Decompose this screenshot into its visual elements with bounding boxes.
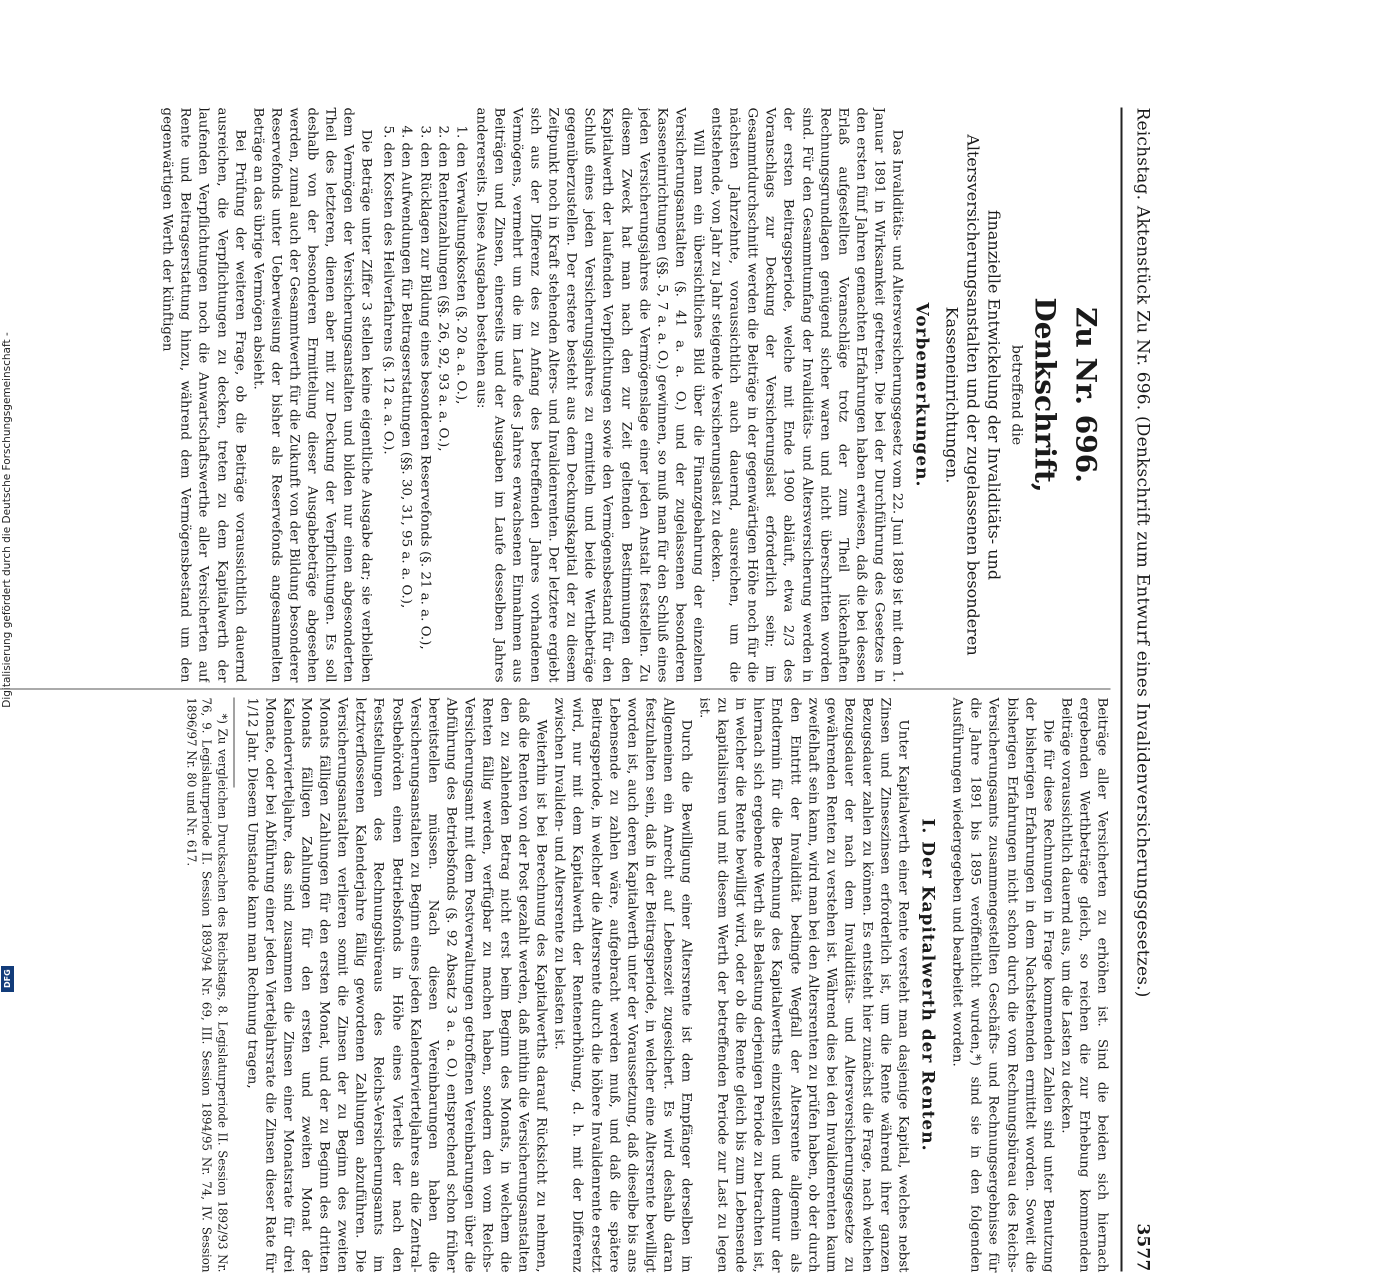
document-title: finanzielle Entwickelung der Invaliditäts- und Altersversicherungsanstalten und der zugelassenen besonderen Kasseneinrichtungen. <box>942 134 1004 656</box>
running-head <box>1125 108 1153 1272</box>
document-number: Zu Nr. 696. <box>1069 306 1103 483</box>
list-item: 4. den Aufwendungen für Beitragserstattungen (§§. 30, 31, 95 a. a. O.), <box>398 125 414 609</box>
section-heading-kapitalwerth: I. Der Kapitalwerth der Renten. <box>917 818 938 1152</box>
expense-list <box>379 126 469 683</box>
paragraph: Durch die Bewilligung einer Altersrente ist dem Empfänger derselben im Allgemeinen ein Anrecht auf Lebenszeit zugesichert. Es wird deshalb daran festzuhalten sein, daß in der Beitragsperiode, in welcher eine Altersrente bewilligt worden ist, auch deren Kapitalwerth unter der Voraussetzung, daß dieselbe bis ans Lebensende zu zahlen wäre, aufgebracht werden muß, und daß die spätere Beitragsperiode, in welcher die Altersrente durch die höhere Invalidenrente ersetzt wird, nur mit dem Kapitalwerth der Rentenerhöhung, d. h. mit der Differenz zwischen Invaliden- und Altersrente zu belasten ist. <box>551 697 694 1273</box>
list-item: 3. den Rücklagen zur Bildung eines besonderen Reservefonds (§. 21 a. a. O.), <box>417 125 433 650</box>
list-item: 2. den Rentenzahlungen (§§. 26, 92, 93 a. a. O.), <box>435 125 451 452</box>
footnote: *) Zu vergleichen Drucksachen des Reichstags, 8. Legislaturperiode II. Session 1892/93 Nr. 76, 9. Legislaturperiode II. Session 1893/94 Nr. 69, III. Session 1894/95 Nr. 74, IV. Session 1896/97 Nr. 80 und Nr. 617. <box>184 697 230 1273</box>
list-item: 1. den Verwaltungskosten (§. 20 a. a. O.), <box>453 125 469 405</box>
footnote-separator <box>233 698 234 788</box>
column-divider <box>0 689 1111 690</box>
subtitle: betreffend die <box>1008 344 1025 446</box>
paragraph: Weiterhin ist bei Berechnung des Kapitalwerths darauf Rücksicht zu nehmen, daß die Renten von der Post gezahlt werden, daß mithin die Versicherungsanstalten den zu zahlenden Betrag nicht erst beim Beginn des Monats, in welchem die Renten fällig werden, verfügbar zu machen haben, sondern den vom Reichs-Versicherungsamt mit dem Postverwaltungen getroffenen Vereinbarungen über die Abführung des Betriebsfonds (§. 92 Absatz 3 a. a. O.) entsprechend schon früher bereitstellen müssen. Nach diesen Vereinbarungen haben die Versicherungsanstalten zu Beginn eines jeden Kalendervierteljahres an die Zentral-Postbehörden einen Betriebsfonds in Höhe eines Viertels der nach den Feststellungen des Rechnungsbüreaus des Reichs-Versicherungsamts im letztverflossenen Kalenderjahre fällig gewordenen Zahlungen abzuführen. Die Versicherungsanstalten verlieren somit die Zinsen der zu Beginn des zweiten Monats fälligen Zahlungen für den ersten Monat, und der zu Beginn des dritten Monats fälligen Zahlungen für den ersten und zweiten Monat der Kalendervierteljahre, das sind zusammen die Zinsen einer Monatsrate für drei Monate, oder bei Abführung einer jeden Vierteljahrsrate die Zinsen dieser Rate für 1/12 Jahr. Diesem Umstande kann man Rechnung tragen, <box>244 697 549 1273</box>
list-item: 5. den Kosten des Heilverfahrens (§. 12 a. a. O.). <box>380 125 396 455</box>
paragraph: Die für diese Rechnungen in Frage kommenden Zahlen sind unter Benutzung der bisherigen Erfahrungen in dem Nachstehenden ermittelt worden. Soweit die bisherigen Erfahrungen nicht schon durch die vom Rechnungsbüreau des Reichs-Versicherungsamts zusammengestellten Geschäfts- und Rechnungsergebnisse für die Jahre 1891 bis 1895 veröffentlicht wurden,*) sind sie in den folgenden Ausführungen wiedergegeben und bearbeitet worden. <box>949 697 1056 1273</box>
right-column <box>0 698 1111 1273</box>
paragraph: Bei Prüfung der weiteren Frage, ob die Beiträge voraussichtlich dauernd ausreichen, die Verpflichtungen zu decken, treten zu dem Kapitalwerth der laufenden Verpflichtungen noch die Anwartschaftswerthe aller Versicherten auf Rente und Beitragserstattung hinzu, während dem Vermögensbestand um den gegenwärtigen Werth der künftigen <box>159 107 248 683</box>
paragraph: Die Beträge unter Ziffer 3 stellen keine eigentliche Ausgabe dar; sie verbleiben dem Vermögen der Versicherungsanstalten und bilden nur einen abgesonderten Theil des letzteren, dienen aber mit zur Deckung der Verpflichtungen. Es soll deshalb von der besonderen Ermittelung dieser Ausgabebeträge abgesehen werden, zumal auch der Gesammtwerth für die Zukunft von der Bildung besonderer Reservefonds unter Ueberweisung der bisher als Reservefonds angesammelten Beträge an das übrige Vermögen absieht. <box>250 107 374 683</box>
dfg-logo-icon: DFG <box>1 966 14 992</box>
document-type: Denkschrift, <box>1028 297 1062 493</box>
section-heading-vorbemerkungen: Vorbemerkungen. <box>911 302 932 488</box>
funding-credit: Digitalisierung gefördert durch die Deutsche Forschungsgemeinschaft - <box>1 332 13 708</box>
header-rule <box>1121 108 1123 1272</box>
scanned-page <box>0 20 1273 1273</box>
paragraph: Das Invaliditäts- und Altersversicherungsgesetz vom 22. Juni 1889 ist mit dem 1. Januar 1891 in Wirksamkeit getreten. Die bei der Durchführung des Gesetzes in den ersten fünf Jahren gemachten Erfahrungen haben erwiesen, daß die bei dessen Erlaß aufgestellten Voranschläge trotz der zum Theil lückenhaften Rechnungsgrundlagen genügend sicher waren und nicht überschritten worden sind. Für den Gesammtumfang der Invaliditäts- und Altersversicherung werden in der ersten Beitragsperiode, welche mit Ende 1900 abläuft, etwa 2/3 des Voranschlags zur Deckung der Versicherungslast erforderlich sein; im Gesammtdurchschnitt werden die Beiträge in der gegenwärtigen Höhe noch für die nächsten Jahrzehnte, voraussichtlich auch dauernd, ausreichen, um die entstehende, von Jahr zu Jahr steigende Versicherungslast zu decken. <box>708 107 905 683</box>
running-head-text: Reichstag. Aktenstück Zu Nr. 696. (Denkschrift zum Entwurf eines Invalidenversicherungsgesetzes.) <box>1132 107 1153 998</box>
page-number: 3577 <box>1132 1223 1153 1272</box>
paragraph: Will man ein übersichtliches Bild über die Finanzgebahrung der einzelnen Versicherungsanstalten (§. 41 a. a. O.) und der zugelassenen besonderen Kasseneinrichtungen (§§. 5, 7 a. a. O.) gewinnen, so muß man für den Schluß eines jeden Versicherungsjahres die Vermögenslage einer jeden Anstalt feststellen. Zu diesem Zweck hat man nach den zur Zeit geltenden Bestimmungen den Kapitalwerth der laufenden Verpflichtungen sowie den Vermögensbestand für den Schluß eines jeden Versicherungsjahres zu ermitteln und beide Werthbeträge gegenüberzustellen. Der erstere besteht aus dem Deckungskapital der zu diesem Zeitpunkt noch in Kraft stehenden Alters- und Invalidenrenten. Der letztere ergiebt sich aus der Differenz des zu Anfang des betreffenden Jahres vorhandenen Vermögens, vermehrt um die im Laufe des Jahres erwachsenen Einnahmen aus Beiträgen und Zinsen, einerseits und der Ausgaben im Laufe desselben Jahres andererseits. Diese Ausgaben bestehen aus: <box>473 107 706 683</box>
paragraph: Unter Kapitalwerth einer Rente versteht man dasjenige Kapital, welches nebst Zinsen und Zinseszinsen erforderlich ist, um die Rente während ihrer ganzen Bezugsdauer zahlen zu können. Es entsteht hier zunächst die Frage, nach welchen Bezugsdauer der nach dem Invaliditäts- und Altersversicherungsgesetze zu gewährenden Renten zu verstehen ist. Während dies bei den Invalidenrenten kaum zweifelhaft sein kann, wird man bei den Altersrenten zu prüfen haben, ob der durch den Eintritt der Invalidität bedingte Wegfall der Altersrente allgemein als Endtermin für die Berechnung des Kapitalwerths einzustellen und demnur der hiernach sich ergebende Werth als Belastung derjenigen Periode zu betrachten ist, in welcher die Rente bewilligt wird, oder ob die Rente gleich bis zum Lebensende zu kapitalisiren und mit diesem Werth der betreffenden Periode zur Last zu legen ist. <box>696 697 911 1273</box>
left-column <box>0 108 1111 683</box>
paragraph: Beiträge aller Versicherten zu erhöhen ist. Sind die beiden sich hiernach ergebenden Werthbeträge gleich, so reichen die zur Erhebung kommenden Beiträge voraussichtlich dauernd aus, um die Lasten zu decken. <box>1058 697 1110 1273</box>
